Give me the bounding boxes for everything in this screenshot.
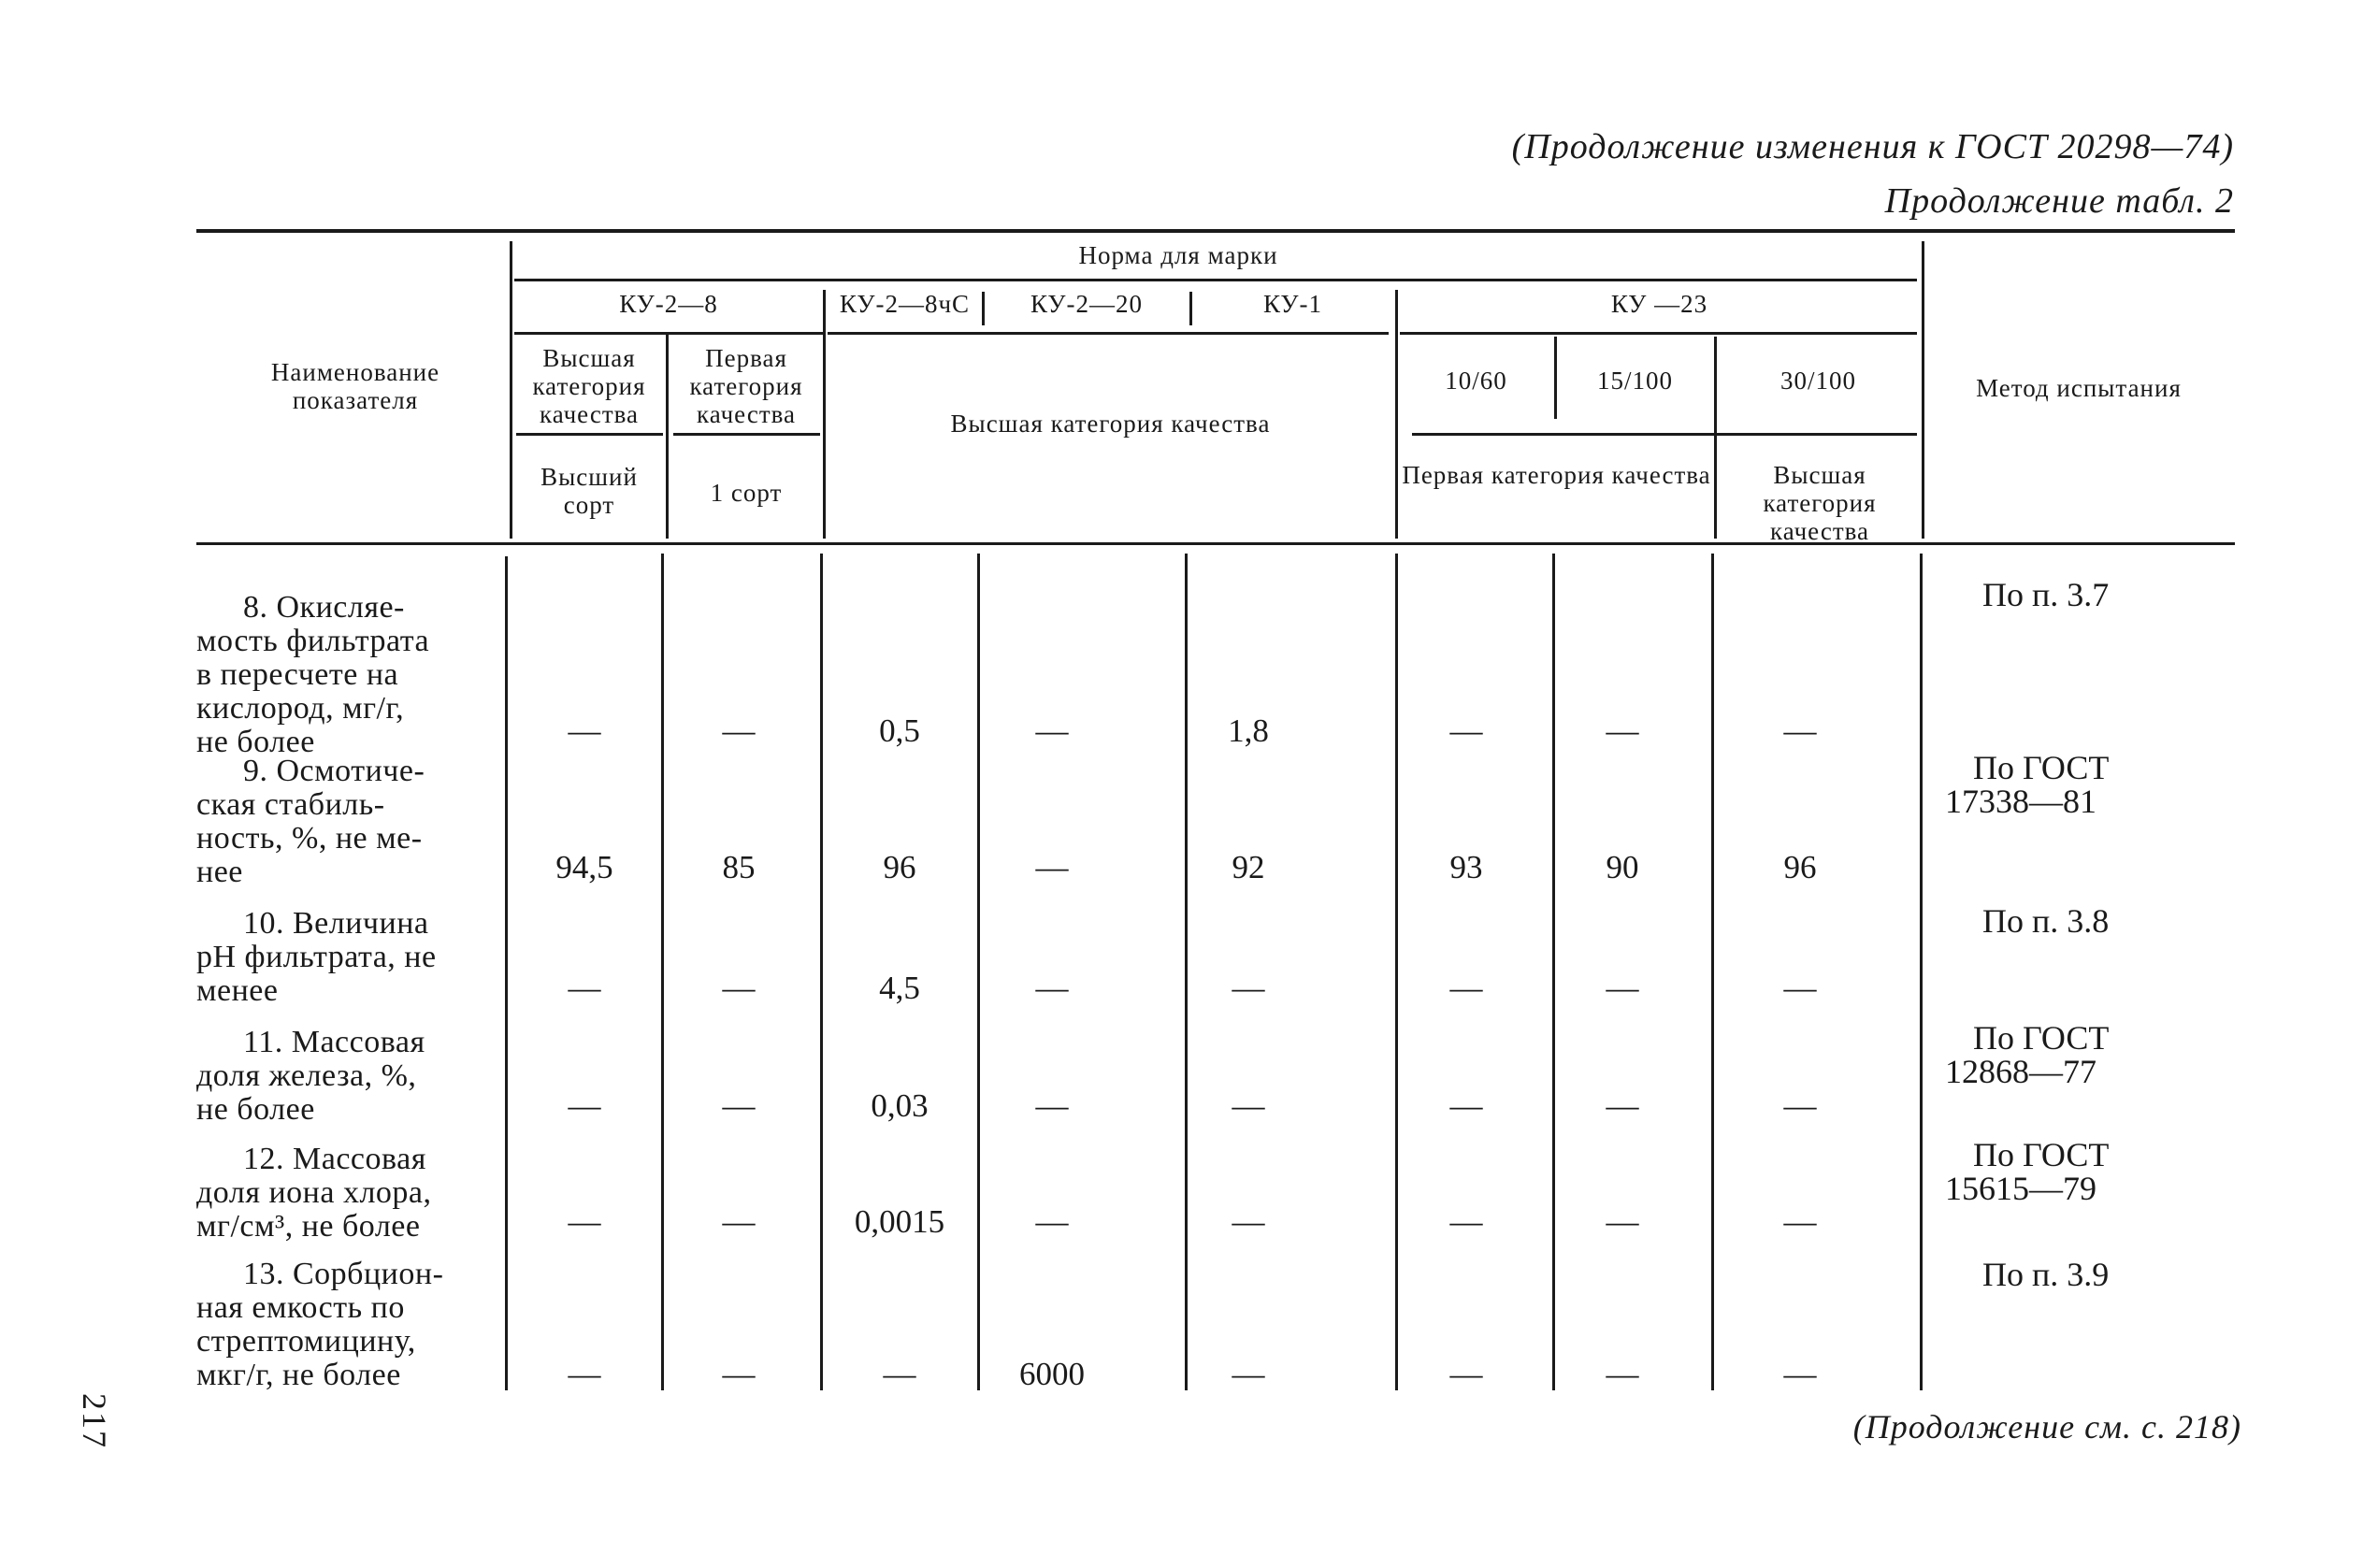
- table-cell: 93: [1449, 849, 1483, 885]
- table-cell: —: [1783, 970, 1817, 1006]
- table-cell: —: [1449, 712, 1483, 749]
- row-name-line: pH фильтрата, не: [196, 940, 437, 974]
- table-cell: —: [568, 1203, 601, 1240]
- table-cell: —: [1035, 1087, 1069, 1124]
- row-name-line: не более: [196, 725, 315, 759]
- table-cell: —: [1606, 1087, 1639, 1124]
- divider: [1400, 332, 1917, 335]
- table-cell: —: [1232, 1087, 1265, 1124]
- row-method-line: По ГОСТ: [1973, 1019, 2110, 1057]
- table-cell: 1,8: [1228, 712, 1269, 749]
- row-name-line: 10. Величина: [243, 906, 429, 941]
- table-cell: —: [722, 1356, 756, 1392]
- ku23-first-category: Первая категория качества: [1402, 461, 1711, 489]
- table-cell: —: [568, 1087, 601, 1124]
- table-cell: 6000: [1019, 1356, 1085, 1392]
- ku23-15-100: 15/100: [1596, 367, 1673, 395]
- table-cell: —: [1606, 970, 1639, 1006]
- divider: [510, 241, 512, 539]
- row-name: [196, 907, 505, 1008]
- table-cell: —: [722, 1087, 756, 1124]
- table-cell: —: [1035, 1203, 1069, 1240]
- table-cell: —: [1449, 1356, 1483, 1392]
- divider: [828, 332, 1389, 335]
- ku28-highest-sort: Высший сорт: [540, 463, 638, 519]
- row-method-line: 15615—79: [1945, 1170, 2096, 1207]
- row-method: [1945, 578, 2207, 611]
- divider: [666, 332, 669, 539]
- table-cell: —: [722, 712, 756, 749]
- column-header-method: Метод испытания: [1976, 374, 2182, 402]
- row-name-line: мкг/г, не более: [196, 1358, 401, 1392]
- row-method-line: 12868—77: [1945, 1053, 2096, 1090]
- table-cell: —: [722, 1203, 756, 1240]
- grade-ku220: КУ-2—20: [1030, 290, 1144, 318]
- continued-footer: (Продолжение см. с. 218): [1852, 1408, 2241, 1446]
- grade-ku1: КУ-1: [1262, 290, 1323, 318]
- ku28-first-sort: 1 сорт: [710, 479, 783, 507]
- table-cell: —: [568, 1356, 601, 1392]
- table-cell: —: [1449, 1203, 1483, 1240]
- table-cell: —: [1606, 1203, 1639, 1240]
- table-cell: —: [568, 712, 601, 749]
- row-name-line: ская стабиль-: [196, 787, 385, 822]
- table-cell: 85: [722, 849, 756, 885]
- row-name-line: 11. Массовая: [243, 1025, 425, 1059]
- row-name: [196, 755, 505, 889]
- column-header-norm: Норма для марки: [1078, 241, 1278, 269]
- table-cell: —: [1232, 1356, 1265, 1392]
- table-cell: —: [1232, 970, 1265, 1006]
- row-name-line: стрептомицину,: [196, 1324, 416, 1359]
- row-name: [196, 1258, 505, 1392]
- table-cell: 4,5: [879, 970, 920, 1006]
- continuation-header: (Продолжение изменения к ГОСТ 20298—74): [1511, 127, 2234, 166]
- table-cell: —: [1232, 1203, 1265, 1240]
- divider: [1711, 554, 1714, 1390]
- row-name-line: мг/см³, не более: [196, 1209, 421, 1244]
- row-method-line: По п. 3.9: [1982, 1256, 2110, 1293]
- ku23-10-60: 10/60: [1445, 367, 1507, 395]
- row-name: [196, 1143, 505, 1244]
- row-name-line: нее: [196, 855, 243, 889]
- table-cell: 0,03: [871, 1087, 929, 1124]
- row-name-line: мость фильтрата: [196, 624, 430, 658]
- row-name-line: 9. Осмотиче-: [243, 754, 425, 788]
- table-cell: —: [1783, 1087, 1817, 1124]
- ku28-first-quality: Первая категория качества: [689, 344, 803, 428]
- table-cell: —: [722, 970, 756, 1006]
- table-cell: —: [1035, 849, 1069, 885]
- divider: [516, 433, 663, 436]
- page-number: 217: [76, 1393, 113, 1449]
- grade-ku28: КУ-2—8: [619, 290, 718, 318]
- table-cell: 0,0015: [854, 1203, 945, 1240]
- divider: [505, 556, 508, 1390]
- table-cell: 92: [1232, 849, 1265, 885]
- row-name: [196, 1026, 505, 1127]
- divider: [673, 433, 820, 436]
- divider: [514, 332, 823, 335]
- table-cell: 0,5: [879, 712, 920, 749]
- divider: [514, 279, 1917, 281]
- row-name: [196, 591, 505, 759]
- table-top-rule: [196, 229, 2235, 233]
- row-method: [1945, 751, 2207, 818]
- row-method: [1945, 1138, 2207, 1205]
- table-cell: —: [1783, 1356, 1817, 1392]
- middle-highest-quality: Высшая категория качества: [950, 410, 1271, 438]
- table-cell: —: [1449, 970, 1483, 1006]
- row-name-line: кислород, мг/г,: [196, 691, 405, 726]
- row-method-line: 17338—81: [1945, 783, 2096, 820]
- table-cell: —: [1035, 970, 1069, 1006]
- divider: [820, 554, 823, 1390]
- table-cell: 94,5: [555, 849, 613, 885]
- ku23-highest-category: Высшая категория качества: [1763, 461, 1877, 545]
- row-method-line: По ГОСТ: [1973, 1136, 2110, 1173]
- ku23-30-100: 30/100: [1779, 367, 1856, 395]
- grade-ku28chs: КУ-2—8чС: [839, 290, 971, 318]
- table-cell: —: [1783, 1203, 1817, 1240]
- row-method: [1945, 1258, 2207, 1291]
- row-name-line: 13. Сорбцион-: [243, 1257, 444, 1291]
- divider: [1920, 554, 1923, 1390]
- row-name-line: доля иона хлора,: [196, 1175, 432, 1210]
- table-cell: —: [568, 970, 601, 1006]
- grade-ku23: КУ —23: [1610, 290, 1708, 318]
- table-cell: —: [1606, 1356, 1639, 1392]
- table-cell: —: [1783, 712, 1817, 749]
- header-bottom-rule: [196, 542, 2235, 545]
- table-cell: —: [1449, 1087, 1483, 1124]
- row-name-line: 8. Окисляе-: [243, 590, 405, 625]
- divider: [1395, 290, 1398, 539]
- divider: [1412, 433, 1917, 436]
- row-method: [1945, 904, 2207, 938]
- table-cell: —: [883, 1356, 916, 1392]
- row-method-line: По ГОСТ: [1973, 749, 2110, 786]
- row-name-line: 12. Массовая: [243, 1142, 426, 1176]
- divider: [823, 290, 826, 539]
- table-cell: —: [1606, 712, 1639, 749]
- row-method-line: По п. 3.7: [1982, 576, 2110, 613]
- table-cell: 90: [1606, 849, 1639, 885]
- row-name-line: не более: [196, 1092, 315, 1127]
- row-name-line: менее: [196, 973, 279, 1008]
- table-continuation-label: Продолжение табл. 2: [1884, 181, 2234, 221]
- row-name-line: доля железа, %,: [196, 1058, 417, 1093]
- row-method-line: По п. 3.8: [1982, 902, 2110, 940]
- row-name-line: ная емкость по: [196, 1290, 405, 1325]
- table-cell: —: [1035, 712, 1069, 749]
- row-method: [1945, 1021, 2207, 1088]
- ku28-highest-quality: Высшая категория качества: [532, 344, 646, 428]
- row-name-line: ность, %, не ме-: [196, 821, 423, 856]
- column-header-name: Наименование показателя: [270, 358, 440, 414]
- row-name-line: в пересчете на: [196, 657, 399, 692]
- table-cell: 96: [883, 849, 916, 885]
- table-cell: 96: [1783, 849, 1817, 885]
